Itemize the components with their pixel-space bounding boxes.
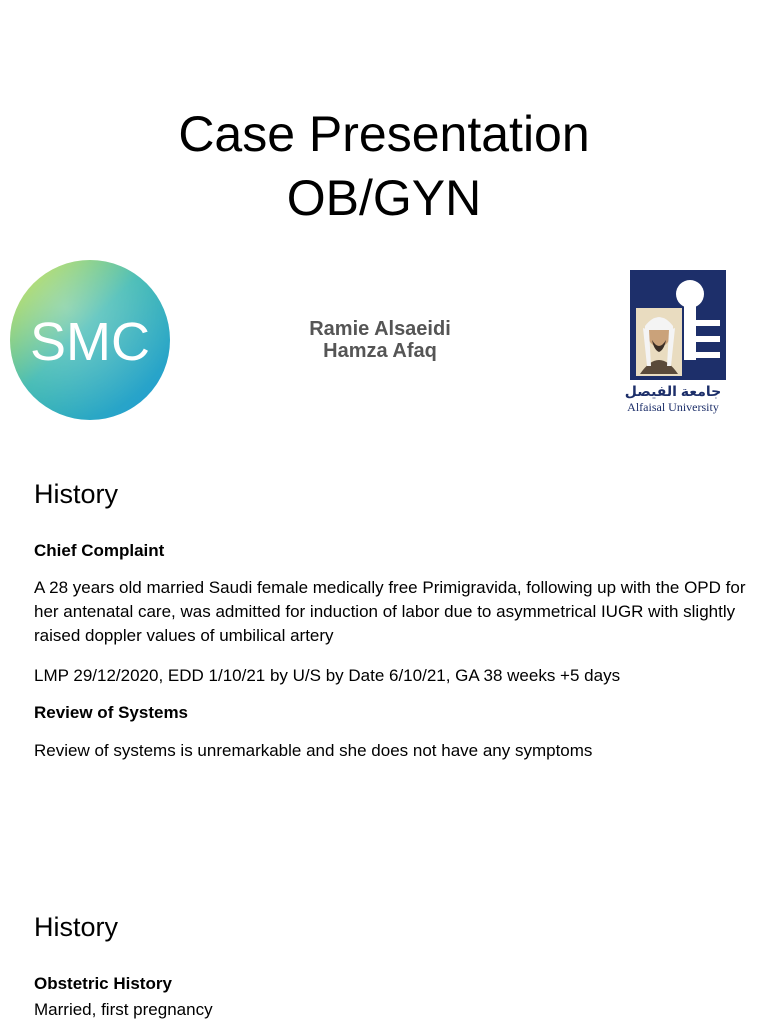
- chief-complaint-heading: Chief Complaint: [34, 541, 165, 560]
- smc-logo: [8, 258, 172, 422]
- author-name-1: Ramie Alsaeidi: [309, 318, 451, 340]
- obstetric-history-heading: Obstetric History: [34, 974, 172, 993]
- university-name-arabic: جامعة الفيصل: [624, 383, 722, 399]
- university-name-english: Alfaisal University: [627, 400, 719, 414]
- review-of-systems-text: Review of systems is unremarkable and she does not have any symptoms: [34, 741, 593, 760]
- chief-complaint-text: A 28 years old married Saudi female medically free Primigravida, following up with the OPD for her antenatal care, was admitted for induction of labor due to asymmetrical IUGR with slightly raised doppler values of umbilical artery: [34, 578, 746, 645]
- author-name-2: Hamza Afaq: [323, 340, 437, 362]
- slide-title-line2: OB/GYN: [286, 170, 482, 226]
- history-heading-2: History: [34, 912, 119, 942]
- alfaisal-university-logo: [614, 268, 732, 418]
- university-badge: [630, 270, 726, 380]
- slide-title-line1: Case Presentation: [178, 106, 590, 162]
- review-of-systems-heading: Review of Systems: [34, 703, 189, 722]
- pregnancy-dates-text: LMP 29/12/2020, EDD 1/10/21 by U/S by Date 6/10/21, GA 38 weeks +5 days: [34, 666, 621, 685]
- smc-logo-text: SMC: [30, 312, 150, 372]
- history-heading: History: [34, 479, 119, 509]
- obstetric-history-text: Married, first pregnancy: [34, 1000, 213, 1019]
